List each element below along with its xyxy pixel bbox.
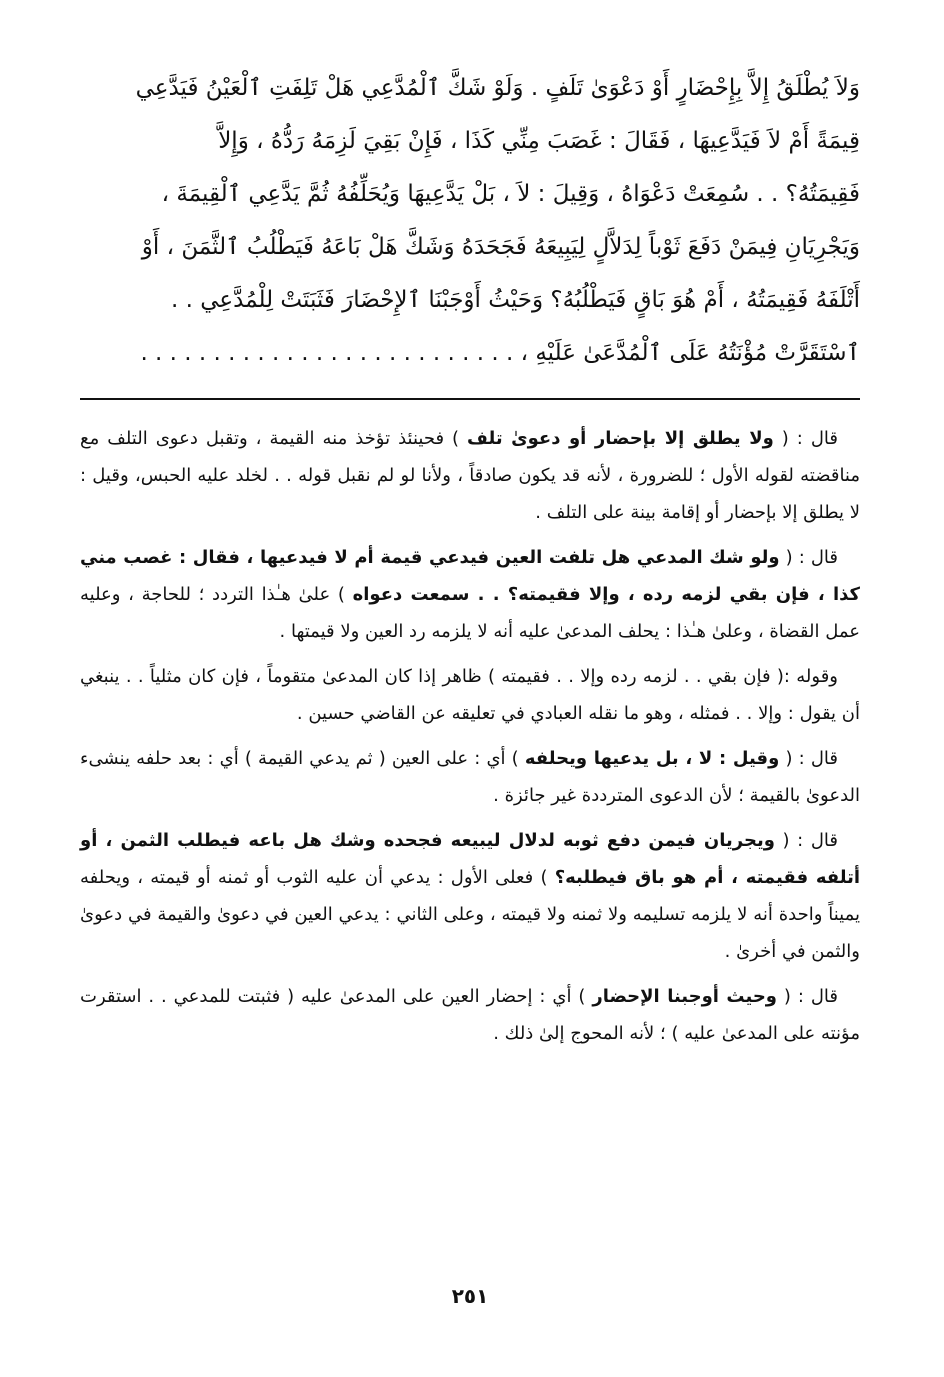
quoted-text: ولا يطلق إلا بإحضار أو دعوىٰ تلف: [467, 428, 774, 449]
paragraph-intro: قال : (: [773, 428, 838, 449]
commentary-paragraph: [80, 658, 860, 732]
commentary-paragraph: [80, 822, 860, 970]
commentary-paragraph: [80, 978, 860, 1052]
paragraph-body: ) فعلى الأول : يدعي أن عليه الثوب أو ثمنه أو قيمته ، ويحلفه يميناً واحدة أنه لا يلزمه تسليمه ولا ثمنه ولا قيمته ، وعلى الثاني : يدعي العين في دعوىٰ والقيمة في دعوىٰ والثمن في أخرىٰ .: [80, 867, 860, 962]
main-text-line: وَلاَ يُطْلَقُ إِلاَّ بِإِحْضَارٍ أَوْ دَعْوَىٰ تَلَفٍ . وَلَوْ شَكَّ ٱلْمُدَّعِي هَلْ تَلِفَتِ ٱلْعَيْنُ فَيَدَّعِي: [135, 75, 860, 101]
main-text: [80, 62, 860, 380]
main-text-line: فَقِيمَتُهُ؟ . . سُمِعَتْ دَعْوَاهُ ، وَقِيلَ : لاَ ، بَلْ يَدَّعِيهَا وَيُحَلِّفُهُ ثُمَّ يَدَّعِي ٱلْقِيمَةَ ،: [161, 181, 860, 207]
quoted-text: ويجريان فيمن دفع ثوبه لدلال ليبيعه فجحده وشك هل باعه فيطلب الثمن ، أو أتلفه فقيمته ، أم هو باق فيطلبه؟: [80, 830, 860, 888]
paragraph-body: ) أي : على العين ( ثم يدعي القيمة ) أي : بعد حلفه ينشىء الدعوىٰ بالقيمة ؛ لأن الدعوى المترددة غير جائزة .: [80, 748, 860, 806]
quoted-text: ولو شك المدعي هل تلفت العين فيدعي قيمة أم لا فيدعيها ، فقال : غصب مني كذا ، فإن بقي لزمه رده ، وإلا فقيمته؟ . . سمعت دعواه: [80, 547, 861, 605]
paragraph-intro: قال : (: [774, 830, 839, 851]
quoted-text: وقيل : لا ، بل يدعيها ويحلفه: [524, 748, 780, 769]
page-number: ٢٥١: [451, 1284, 489, 1308]
main-text-line: وَيَجْرِيَانِ فِيمَنْ دَفَعَ ثَوْباً لِدَلاَّلٍ لِيَبِيعَهُ فَجَحَدَهُ وَشَكَّ هَلْ بَاعَهُ فَيَطْلُبُ ٱلثَّمَنَ ، أَوْ: [141, 234, 860, 260]
paragraph-body: ) أي : إحضار العين على المدعىٰ عليه ( فثبتت للمدعي . . استقرت مؤنته على المدعىٰ عليه ) ؛ لأنه المحوج إلىٰ ذلك .: [80, 986, 860, 1044]
paragraph-intro: قال : (: [777, 986, 838, 1007]
paragraph-intro: قال : (: [779, 547, 838, 568]
paragraph-body: ) علىٰ هـٰذا التردد ؛ للحاجة ، وعليه عمل القضاة ، وعلىٰ هـٰذا : يحلف المدعىٰ عليه أنه لا يلزمه رد العين ولا قيمتها .: [80, 584, 860, 642]
commentary: [80, 420, 860, 1060]
main-text-line: قِيمَةً أَمْ لاَ فَيَدَّعِيهَا ، فَقَالَ : غَصَبَ مِنِّي كَذَا ، فَإِنْ بَقِيَ لَزِمَهُ رَدُّهُ ، وَإِلاَّ: [218, 128, 860, 154]
paragraph-body: ) فحينئذ تؤخذ منه القيمة ، وتقبل دعوى التلف مع مناقضته لقوله الأول ؛ للضرورة ، لأنه قد يكون صادقاً ، ولأنا لو لم نقبل قوله . . لخلد عليه الحبس، وقيل : لا يطلق إلا بإحضار أو إقامة بينة على التلف .: [80, 428, 860, 523]
quoted-text: وحيث أوجبنا الإحضار: [592, 986, 777, 1007]
book-page: [80, 62, 860, 1342]
main-text-line: أَتْلَفَهُ فَقِيمَتُهُ ، أَمْ هُوَ بَاقٍ فَيَطْلُبُهُ؟ وَحَيْثُ أَوْجَبْنَا ٱلإِحْضَارَ فَثَبَتَتْ لِلْمُدَّعِي . .: [170, 287, 860, 313]
commentary-paragraph: [80, 420, 860, 531]
main-text-line: ٱسْتَقَرَّتْ مُؤْنَتُهُ عَلَى ٱلْمُدَّعَىٰ عَلَيْهِ ، . . . . . . . . . . . . . . . . . . . . . . . . . .: [140, 340, 860, 366]
commentary-paragraph: [80, 740, 860, 814]
paragraph-intro: قال : (: [779, 748, 839, 769]
commentary-paragraph: [80, 539, 860, 650]
paragraph-body: وقوله :( فإن بقي . . لزمه رده وإلا . . فقيمته ) ظاهر إذا كان المدعىٰ متقوماً ، فإن كان مثلياً . . ينبغي أن يقول : وإلا . . فمثله ، وهو ما نقله العبادي في تعليقه عن القاضي حسين .: [80, 666, 860, 724]
section-divider: [80, 398, 860, 400]
